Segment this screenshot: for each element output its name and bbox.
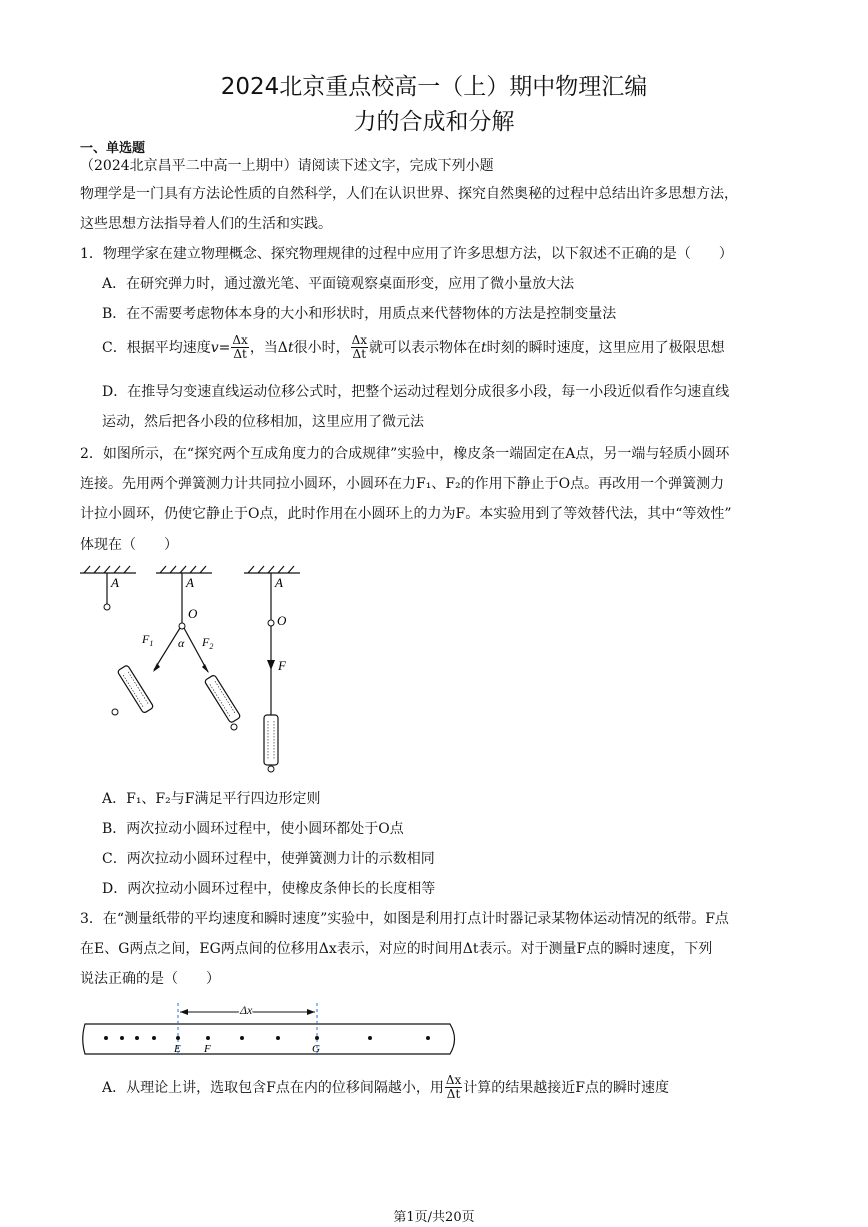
spring-balance-left [117, 665, 154, 714]
label-f: F [278, 658, 286, 673]
arrow-f1 [153, 663, 160, 672]
label-alpha: α [178, 636, 185, 650]
fraction-dx-dt: $\frac{\Delta x}{\Delta t}$ [232, 333, 248, 361]
q1-option-d-cont: 运动，然后把各小段的位移相加，这里应用了微元法 [102, 414, 424, 430]
source-note: （2024北京昌平二中高一上期中）请阅读下述文字，完成下列小题 [80, 158, 494, 174]
q1-c-text: C．根据平均速度 [102, 339, 211, 356]
ceiling-hatch [80, 566, 136, 573]
q3-option-a: A．从理论上讲，选取包含F点在内的位移间隔越小，用 $\frac{\Delta x}{\Delta t}$ 计算的结果越接近F点的瞬时速度 [102, 1073, 669, 1101]
page-title: 2024北京重点校高一（上）期中物理汇编 [220, 74, 648, 100]
string-f1 [154, 628, 180, 670]
label-a: A [275, 575, 283, 590]
question-3-stem-line: 说法正确的是（ ） [80, 971, 220, 987]
spring-balance-hook [231, 724, 237, 730]
q2-option-d: D．两次拉动小圆环过程中，使橡皮条伸长的长度相等 [102, 881, 436, 897]
arrow-f [267, 660, 275, 670]
label-f2: $F_2$ [202, 635, 214, 651]
page-subtitle: 力的合成和分解 [353, 109, 515, 135]
q2-option-a: A．F₁、F₂与F满足平行四边形定则 [102, 791, 321, 807]
label-a: A [186, 575, 194, 590]
question-3-stem: 3．在“测量纸带的平均速度和瞬时速度”实验中，如图是利用打点计时器记录某物体运动情况的纸带。F点 [80, 911, 729, 927]
ceiling-hatch [244, 566, 300, 573]
label-g: G [312, 1043, 320, 1055]
intro-line: 这些思想方法指导着人们的生活和实践。 [80, 216, 332, 232]
label-o: O [277, 613, 287, 628]
spring-balance-hook [112, 709, 118, 715]
page-footer: 第1页/共20页 [393, 1210, 475, 1225]
q1-option-a: A．在研究弹力时，通过激光笔、平面镜观察桌面形变，应用了微小量放大法 [102, 276, 575, 292]
ring [104, 604, 110, 610]
rubber-band-experiment-figure [74, 560, 314, 780]
spring-balance-hook [268, 766, 274, 772]
intro-line: 物理学是一门具有方法论性质的自然科学，人们在认识世界、探究自然奥秘的过程中总结出许多思想方法， [80, 186, 738, 202]
ticker-tape-figure [80, 998, 470, 1060]
spring-balance-right [204, 674, 241, 723]
q1-option-d: D．在推导匀变速直线运动位移公式时，把整个运动过程划分成很多小段，每一小段近似看作匀速直线 [102, 384, 730, 400]
label-f1: $F_1$ [142, 632, 154, 648]
label-o: O [188, 606, 198, 621]
ceiling-hatch [156, 566, 212, 573]
q1-option-c: C．根据平均速度 v = $\frac{\Delta x}{\Delta t}$ ，当Δ t 很小时， $\frac{\Delta x}{\Delta t}$ 就可以表示物体在 t 时刻的瞬时速度，这里应用了极限思想 [102, 333, 725, 361]
arrow-f2 [202, 664, 209, 673]
question-3-stem-line: 在E、G两点之间，EG两点间的位移用Δx表示，对应的时间用Δt表示。对于测量F点的瞬时速度，下列 [80, 941, 713, 957]
question-2-stem-line: 连接。先用两个弹簧测力计共同拉小圆环，小圆环在力F₁、F₂的作用下静止于O点。再改用一个弹簧测力 [80, 476, 725, 492]
q1-option-b: B．在不需要考虑物体本身的大小和形状时，用质点来代替物体的方法是控制变量法 [102, 306, 617, 322]
q2-option-b: B．两次拉动小圆环过程中，使小圆环都处于O点 [102, 821, 404, 837]
question-2-stem: 2．如图所示，在“探究两个互成角度力的合成规律”实验中，橡皮条一端固定在A点，另一端与轻质小圆环 [80, 446, 730, 462]
q2-option-c: C．两次拉动小圆环过程中，使弹簧测力计的示数相同 [102, 851, 435, 867]
fraction-dx-dt: $\frac{\Delta x}{\Delta t}$ [351, 333, 368, 361]
question-1-stem: 1．物理学家在建立物理概念、探究物理规律的过程中应用了许多思想方法，以下叙述不正确的是（ ） [80, 246, 733, 262]
label-e: E [174, 1043, 181, 1055]
q1-c-v: v [210, 339, 219, 356]
label-a: A [111, 575, 119, 590]
q1-c-eq: = [218, 339, 231, 356]
section-heading: 一、单选题 [80, 141, 146, 156]
question-2-stem-line: 计拉小圆环，仍使它静止于O点，此时作用在小圆环上的力为F。本实验用到了等效替代法，其中“等效性” [80, 506, 732, 522]
fraction-dx-dt: $\frac{\Delta x}{\Delta t}$ [445, 1073, 462, 1101]
label-dx: Δx [240, 1003, 253, 1017]
ring [268, 620, 274, 626]
spring-balance-vertical [264, 715, 278, 765]
question-2-stem-line: 体现在（ ） [80, 537, 178, 553]
label-f: F [204, 1043, 211, 1055]
